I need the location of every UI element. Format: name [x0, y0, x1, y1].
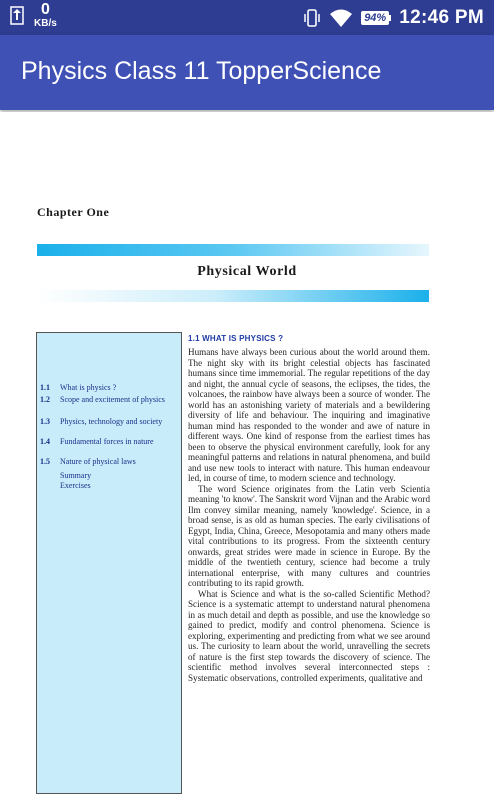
status-bar — [0, 0, 494, 35]
section-heading: 1.1 WHAT IS PHYSICS ? — [188, 334, 284, 343]
app-bar — [0, 35, 494, 110]
status-left — [10, 4, 26, 33]
chapter-title: Physical World — [197, 264, 297, 279]
toc-title: Fundamental forces in nature — [60, 437, 154, 446]
contents-box — [36, 332, 182, 794]
chapter-label: Chapter One — [37, 205, 110, 219]
toc-number: 1.3 — [40, 417, 50, 426]
clock: 12:46 PM — [399, 7, 484, 28]
status-right — [303, 6, 484, 30]
upload-icon — [10, 4, 26, 28]
paragraph: The word Science originates from the Latin verb Scientia meaning 'to know'. The Sanskrit word Vijnan and the Arabic word Ilm convey similar meaning, namely 'knowledge'. Science, in a broad sense, is as old as human species. The early civilisations of Egypt, India, China, Greece, Mesopotamia and many others made vital contributions to its progress. From the sixteenth century onwards, great strides were made in science in Europe. By the middle of the twentieth century, science had become a truly international enterprise, with many cultures and countries contributing to its rapid growth. — [188, 483, 430, 588]
battery-tip — [389, 15, 391, 21]
network-speed-unit: KB/s — [34, 18, 57, 29]
battery-percent: 94% — [361, 11, 389, 25]
toc-number: 1.2 — [40, 395, 50, 404]
toc-summary[interactable]: Summary — [60, 471, 92, 480]
app-title: Physics Class 11 TopperScience — [21, 57, 382, 85]
toc-title: Physics, technology and society — [60, 417, 163, 426]
toc-number: 1.4 — [40, 437, 50, 446]
body-text — [188, 347, 430, 683]
vibrate-icon — [303, 8, 321, 28]
toc-number: 1.5 — [40, 457, 50, 466]
toc-title: Nature of physical laws — [60, 457, 136, 466]
title-band-bottom — [37, 290, 429, 302]
document-page[interactable] — [0, 112, 494, 800]
toc-title: What is physics ? — [60, 383, 117, 392]
network-speed — [34, 2, 57, 29]
network-speed-value: 0 — [40, 1, 50, 18]
toc-title: Scope and excitement of physics — [60, 395, 165, 404]
battery-icon — [361, 11, 391, 25]
title-band-top — [37, 244, 429, 256]
toc-exercises[interactable]: Exercises — [60, 481, 91, 490]
paragraph: What is Science and what is the so-called Scientific Method? Science is a systematic attempt to understand natural phenomena in as much detail and depth as possible, and use the knowledge so gained to predict, modify and control phenomena. Science is exploring, experimenting and predicting from what we see around us. The curiosity to learn about the world, unravelling the secrets of nature is the first step towards the discovery of science. The scientific method involves several interconnected steps : Systematic observations, controlled experiments, qualitative and — [188, 588, 430, 683]
wifi-icon — [329, 8, 353, 28]
paragraph: Humans have always been curious about the world around them. The night sky with its bright celestial objects has fascinated humans since time immemorial. The regular repetitions of the day and night, the annual cycle of seasons, the eclipses, the tides, the volcanoes, the rainbow have always been a source of wonder. The world has an astonishing variety of materials and a bewildering diversity of life and behaviour. The inquiring and imaginative human mind has responded to the wonder and awe of nature in different ways. One kind of response from the earliest times has been to observe the physical environment carefully, look for any meaningful patterns and relations in natural phenomena, and build and use new tools to interact with nature. This human endeavour led, in course of time, to modern science and technology. — [188, 347, 430, 483]
toc-number: 1.1 — [40, 383, 50, 392]
